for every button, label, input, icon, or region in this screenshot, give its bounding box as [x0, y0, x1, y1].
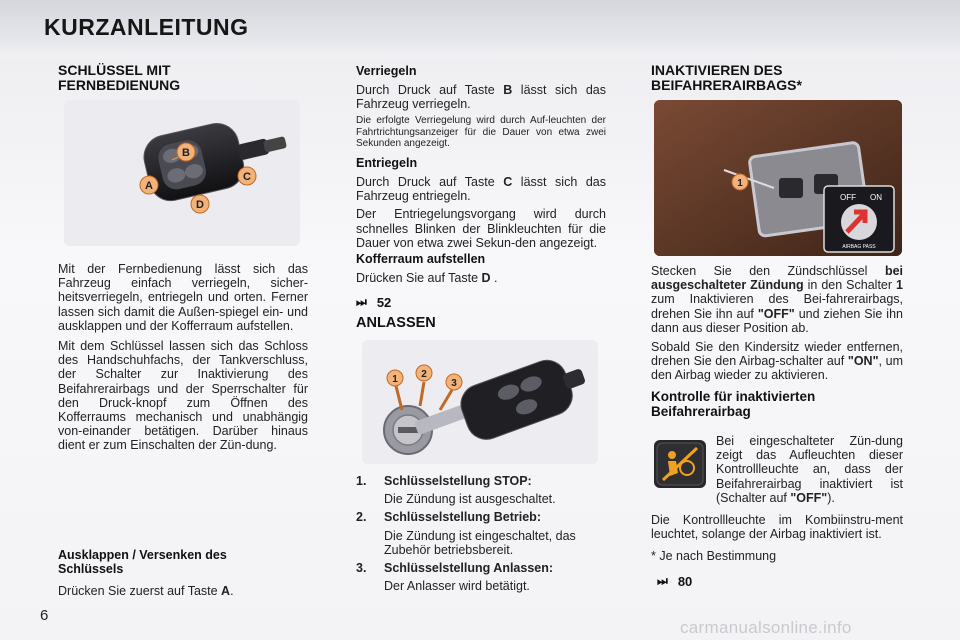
- lock-note: Die erfolgte Verriegelung wird durch Auf-leuchten der Fahrtrichtungsanzeiger für die Dauer von etwa zwei Sekunden angezeigt.: [356, 115, 606, 150]
- page-reference-80[interactable]: [651, 574, 903, 589]
- callout-a: A: [145, 180, 153, 192]
- lock-text: Durch Druck auf Taste B lässt sich das Fahrzeug verriegeln.: [356, 83, 606, 112]
- trunk-heading: Kofferraum aufstellen: [356, 251, 486, 266]
- right-column: [651, 63, 906, 93]
- airbag-switch-illustration: [654, 100, 902, 256]
- page-title: KURZANLEITUNG: [44, 14, 249, 40]
- fold-key-block: [58, 548, 308, 598]
- step-1: 1. Schlüsselstellung STOP: Die Zündung ist ausgeschaltet.: [356, 474, 606, 506]
- airbag-switch-photo: [654, 100, 902, 256]
- callout-b: B: [182, 147, 190, 159]
- callout-1: 1: [392, 374, 398, 385]
- reference-page-number: 52: [376, 295, 392, 311]
- step-1-description: Die Zündung ist ausgeschaltet.: [384, 492, 556, 507]
- airbag-off-icon: [654, 440, 706, 488]
- airbag-bottom-block: [651, 513, 903, 589]
- lock-heading: Verriegeln: [356, 64, 417, 78]
- remote-intro-text: Mit der Fernbedienung lässt sich das Fahrzeug einfach verriegeln, sicher-heitsverriegeln, entriegeln und orten. Ferner lassen sich damit die Außen-spiegel ein- und ausklappen und der Kofferraum aufstellen.: [58, 262, 308, 333]
- unlock-note: Der Entriegelungsvorgang wird durch schnelles Blinken der Blinkleuchten für die Dauer von etwa zwei Sekun-den angezeigt.: [356, 207, 606, 250]
- airbag-reactivate-text: Sobald Sie den Kindersitz wieder entfernen, drehen Sie den Airbag-schalter auf "ON", um den Airbag wieder zu aktivieren.: [651, 340, 903, 383]
- step-2-description: Die Zündung ist eingeschaltet, das Zubehör betriebsbereit.: [384, 528, 576, 557]
- inset-off-label: OFF: [840, 193, 856, 202]
- footnote: * Je nach Bestimmung: [651, 549, 777, 564]
- airbag-text-block: [651, 264, 903, 419]
- airbag-check-heading: Kontrolle für inaktivierten Beifahrerairbag: [651, 388, 816, 419]
- callout-2: 2: [421, 369, 427, 380]
- left-column: [58, 63, 308, 93]
- step-3-description: Der Anlasser wird betätigt.: [384, 579, 530, 594]
- callout-d: D: [196, 199, 204, 211]
- fast-forward-icon: ⏭: [356, 295, 367, 310]
- airbag-deactivate-text: Stecken Sie den Zündschlüssel bei ausgeschalteter Zündung in den Schalter 1 zum Inaktivieren des Bei-fahrerairbags, drehen Sie ihn auf "OFF" und ziehen Sie ihn dann aus dieser Position ab.: [651, 264, 903, 335]
- remote-key-image: [64, 100, 300, 246]
- page-reference-52[interactable]: [356, 295, 606, 310]
- ignition-steps-list: [356, 474, 606, 593]
- inset-caption: AIRBAG PASS: [842, 244, 876, 250]
- remote-key-illustration: [64, 100, 300, 246]
- airbag-light-desc: [716, 434, 903, 505]
- section-heading-remote-key: SCHLÜSSEL MIT FERNBEDIENUNG: [58, 62, 181, 93]
- step-2: 2. Schlüsselstellung Betrieb: Die Zündung ist eingeschaltet, das Zubehör betriebsbereit.: [356, 510, 606, 557]
- left-text-block: [58, 262, 308, 453]
- fold-key-heading: Ausklappen / Versenken des Schlüssels: [58, 548, 227, 576]
- start-heading: ANLASSEN: [356, 315, 436, 332]
- ignition-illustration: [362, 340, 598, 464]
- page-number: 6: [40, 607, 49, 624]
- callout-3: 3: [451, 378, 457, 389]
- inset-on-label: ON: [870, 193, 882, 202]
- ignition-key-image: [362, 340, 598, 464]
- mechanical-key-text: Mit dem Schlüssel lassen sich das Schloss des Handschuhfachs, der Tankverschluss, der Schalter zur Inaktivierung des Beifahrerairbags und der Sperrschalter für den Druck-knopf zum Öffnen des Kofferraums mechanisch und unabhängig von-einander betätigen. Darüber hinaus dient er zum Einschalten der Zün-dung.: [58, 339, 308, 453]
- callout-switch-1: 1: [737, 178, 743, 189]
- middle-column: [356, 64, 606, 331]
- airbag-warning-light: [654, 440, 706, 488]
- unlock-text: Durch Druck auf Taste C lässt sich das Fahrzeug entriegeln.: [356, 174, 606, 204]
- trunk-text: Drücken Sie auf Taste D .: [356, 270, 498, 285]
- watermark: carmanualsonline.info: [680, 618, 852, 637]
- instrument-light-text: Die Kontrollleuchte im Kombiinstru-ment leuchtet, solange der Airbag inaktiviert ist.: [651, 513, 903, 542]
- airbag-light-text: Bei eingeschalteter Zün-dung zeigt das Aufleuchten dieser Kontrollleuchte an, dass der Beifahrerairbag inaktiviert ist (Schalter auf "OFF").: [716, 434, 903, 505]
- fast-forward-icon: ⏭: [657, 573, 668, 588]
- header-banner: [0, 0, 960, 58]
- fold-key-text: Drücken Sie zuerst auf Taste A.: [58, 584, 234, 598]
- step-3: 3. Schlüsselstellung Anlassen: Der Anlasser wird betätigt.: [356, 561, 606, 593]
- reference-page-number: 80: [677, 573, 693, 589]
- callout-c: C: [243, 171, 251, 183]
- unlock-heading: Entriegeln: [356, 155, 418, 170]
- airbag-section-heading: INAKTIVIEREN DES BEIFAHRERAIRBAGS*: [651, 62, 802, 93]
